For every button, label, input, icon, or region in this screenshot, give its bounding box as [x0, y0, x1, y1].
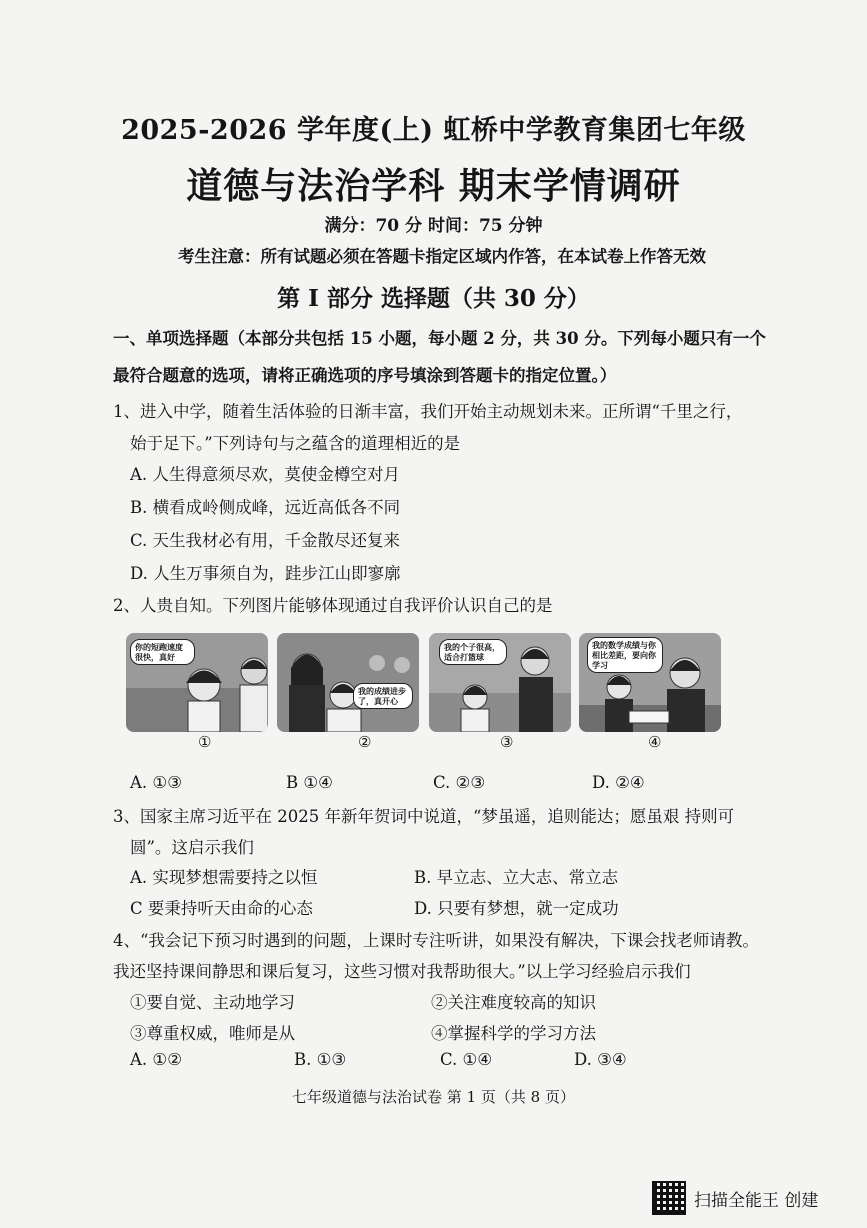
comic-bubble-2: 我的成绩进步了，真开心 — [353, 683, 413, 709]
scanner-watermark — [652, 1181, 818, 1215]
q4-statement-3: ③尊重权威，唯师是从 — [130, 1024, 295, 1043]
q2-option-c: C. ②③ — [433, 773, 486, 792]
comic-bubble-3: 我的个子很高，适合打篮球 — [439, 639, 507, 665]
q4-statement-1: ①要自觉、主动地学习 — [130, 993, 295, 1012]
scanner-watermark-text: 扫描全能王 创建 — [694, 1190, 819, 1211]
comic-panel-1 — [126, 633, 268, 732]
q4-option-a: A. ①② — [130, 1050, 182, 1069]
comic-label-1: ① — [198, 733, 212, 751]
q1-stem-2: 始于足下。”下列诗句与之蕴含的道理相近的是 — [130, 434, 461, 453]
comic-bubble-1: 你的短跑速度很快，真好 — [130, 639, 195, 665]
section-instructions-2: 最符合题意的选项，请将正确选项的序号填涂到答题卡的指定位置。） — [113, 366, 617, 385]
comic-label-2: ② — [358, 733, 372, 751]
q2-option-d: D. ②④ — [592, 773, 645, 792]
q3-stem-2: 圆”。这启示我们 — [130, 838, 254, 857]
q2-option-a: A. ①③ — [130, 773, 182, 792]
q3-stem-1: 3、国家主席习近平在 2025 年新年贺词中说道，“梦虽遥，追则能达；愿虽艰 持则可 — [113, 807, 735, 826]
q4-statement-4: ④掌握科学的学习方法 — [431, 1024, 596, 1043]
exam-title-line2: 道德与法治学科 期末学情调研 — [186, 165, 681, 207]
q4-stem-2: 我还坚持课间静思和课后复习，这些习惯对我帮助很大。”以上学习经验启示我们 — [113, 962, 691, 981]
q2-option-b: B ①④ — [286, 773, 333, 792]
part-heading: 第 I 部分 选择题（共 30 分） — [277, 285, 590, 312]
comic-label-3: ③ — [500, 733, 514, 751]
q1-stem-1: 1、进入中学，随着生活体验的日渐丰富，我们开始主动规划未来。正所谓“千里之行， — [113, 402, 743, 421]
q4-option-b: B. ①③ — [294, 1050, 347, 1069]
q3-option-c: C 要秉持听天由命的心态 — [130, 899, 313, 918]
comic-label-4: ④ — [648, 733, 662, 751]
q3-option-d: D. 只要有梦想，就一定成功 — [414, 899, 619, 918]
q4-option-d: D. ③④ — [574, 1050, 627, 1069]
q2-comic-panels — [126, 633, 720, 732]
q1-option-c: C. 天生我材必有用，千金散尽还复来 — [130, 531, 401, 550]
q4-statement-2: ②关注难度较高的知识 — [431, 993, 596, 1012]
comic-bubble-4: 我的数学成绩与你相比差距，要向你学习 — [587, 637, 663, 673]
q2-stem: 2、人贵自知。下列图片能够体现通过自我评价认识自己的是 — [113, 596, 553, 615]
q4-stem-1: 4、“我会记下预习时遇到的问题，上课时专注听讲，如果没有解决，下课会找老师请教。 — [113, 931, 759, 950]
q1-option-a: A. 人生得意须尽欢，莫使金樽空对月 — [130, 465, 400, 484]
comic-panel-2 — [277, 633, 419, 732]
q3-option-b: B. 早立志、立大志、常立志 — [414, 868, 619, 887]
comic-panel-3 — [429, 633, 571, 732]
exam-title-line1: 2025-2026 学年度(上) 虹桥中学教育集团七年级 — [121, 115, 746, 146]
section-instructions-1: 一、单项选择题（本部分共包括 15 小题，每小题 2 分，共 30 分。下列每小题只有一个 — [113, 329, 766, 348]
score-time-info: 满分：70 分 时间：75 分钟 — [324, 216, 543, 236]
qr-code-icon — [652, 1181, 686, 1215]
q1-option-b: B. 横看成岭侧成峰，远近高低各不同 — [130, 498, 401, 517]
q3-option-a: A. 实现梦想需要持之以恒 — [130, 868, 318, 887]
q4-option-c: C. ①④ — [440, 1050, 493, 1069]
exam-notice: 考生注意：所有试题必须在答题卡指定区域内作答，在本试卷上作答无效 — [178, 247, 706, 266]
page-footer: 七年级道德与法治试卷 第 1 页（共 8 页） — [292, 1088, 575, 1106]
comic-panel-4 — [579, 633, 721, 732]
q1-option-d: D. 人生万事须自为，跬步江山即寥廓 — [130, 564, 401, 583]
